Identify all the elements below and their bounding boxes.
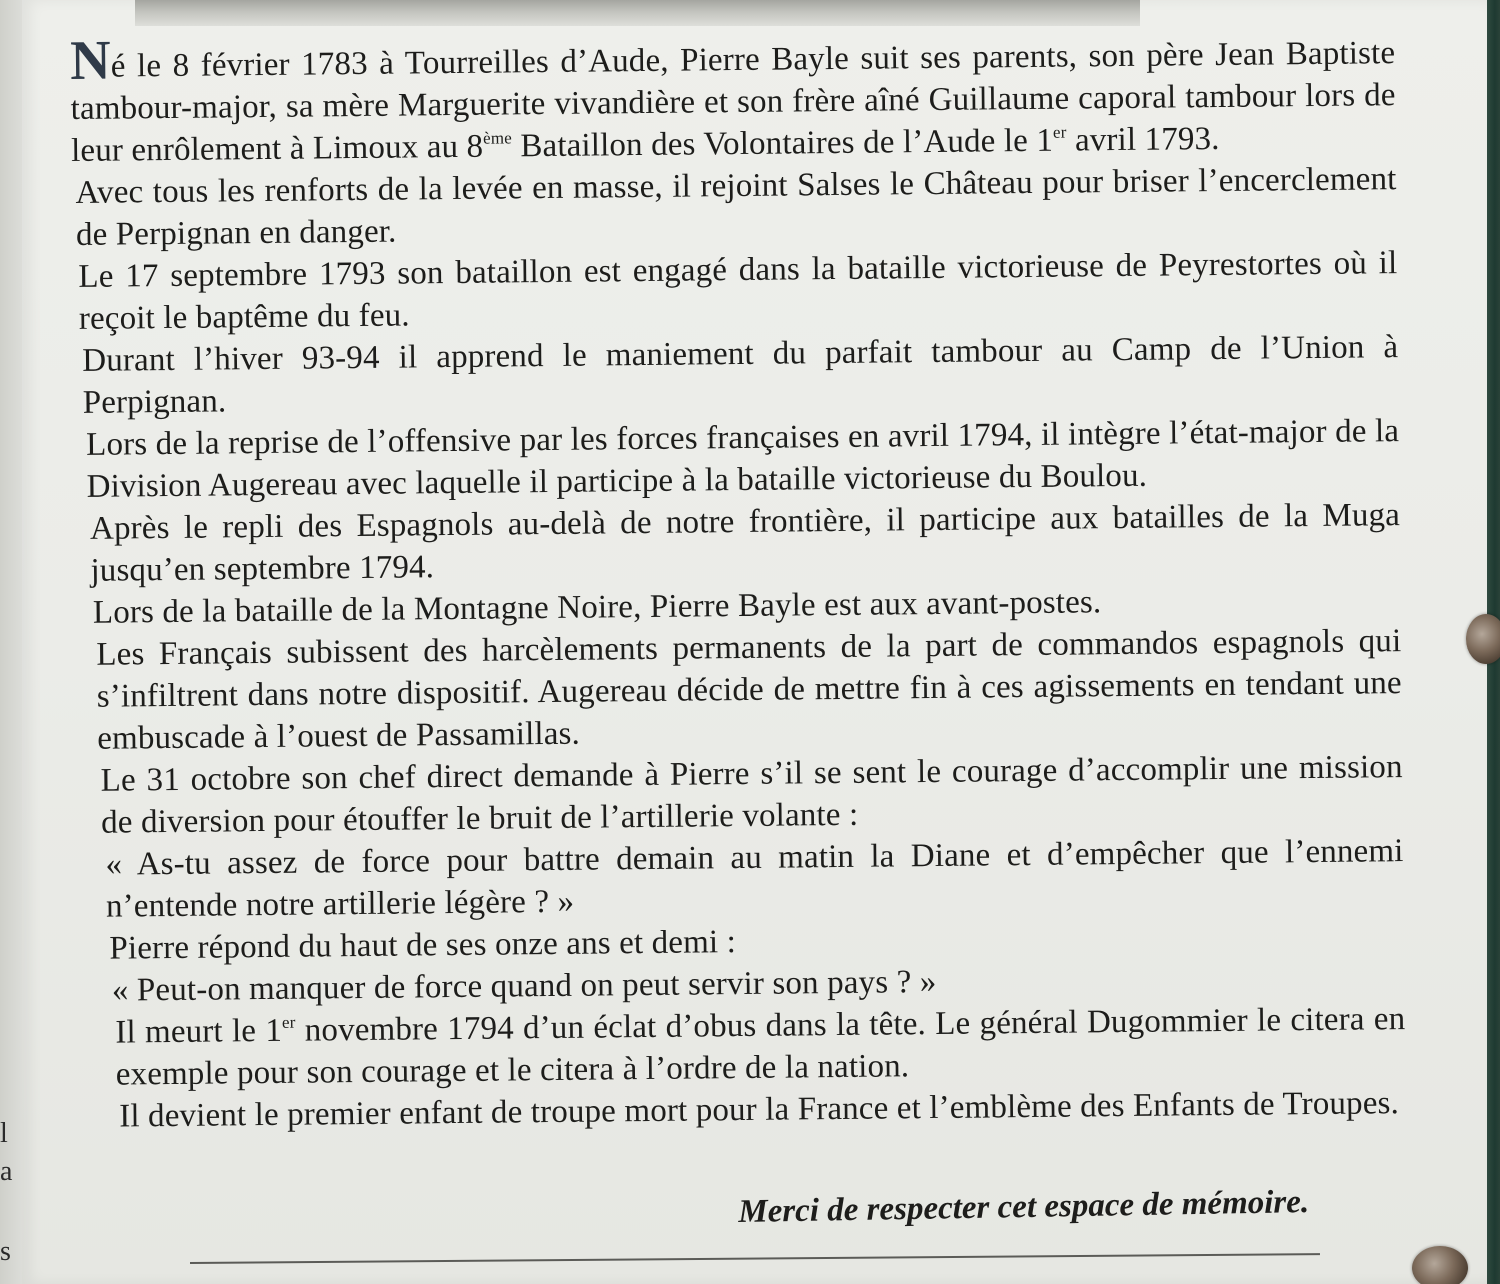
paragraph-birth: Né le 8 février 1783 à Tourreilles d’Aude, Pierre Bayle suit ses parents, son père Jean Baptiste tambour-major, sa mère Marguerite vivandière et son frère aîné Guillaume caporal tambour lors de leur enrôlement à Limoux au 8ème Bataillon des Volontaires de l’Aude le 1er avril 1793. [69, 29, 1396, 169]
screw-icon [1466, 614, 1500, 664]
screw-icon [1412, 1246, 1468, 1284]
paragraph: Il devient le premier enfant de troupe mort pour la France et l’emblème des Enfants de Troupes. [119, 1085, 1400, 1135]
left-panel-edge [0, 0, 24, 1284]
footer-note: Merci de respecter cet espace de mémoire. [738, 1184, 1310, 1230]
paragraph: Le 31 octobre son chef direct demande à Pierre s’il se sent le courage d’accomplir une mission de diversion pour étouffer le bruit de l’artillerie volante : [100, 749, 1403, 841]
top-image-strip [135, 0, 1140, 26]
paragraph: Durant l’hiver 93-94 il apprend le maniement du parfait tambour au Camp de l’Union à Perpignan. [82, 329, 1399, 421]
paragraph: Avec tous les renforts de la levée en masse, il rejoint Salses le Château pour briser l’encerclement de Perpignan en danger. [75, 161, 1397, 253]
quote: « Peut-on manquer de force quand on peut servir son pays ? » [111, 963, 937, 1009]
panel-text [69, 29, 1406, 1138]
drop-cap: N [69, 29, 112, 92]
edge-fragment: l [0, 1118, 8, 1149]
paragraph-death: Il meurt le 1er novembre 1794 d’un éclat d’obus dans la tête. Le général Dugommier le citera en exemple pour son courage et le citera à l’ordre de la nation. [115, 1001, 1406, 1093]
paragraph: Lors de la reprise de l’offensive par les forces françaises en avril 1794, il intègre l’état-major de la Division Augereau avec laquelle il participe à la bataille victorieuse du Boulou. [85, 413, 1400, 505]
quote: « As-tu assez de force pour battre demain au matin la Diane et d’empêcher que l’ennemi n’entende notre artillerie légère ? » [105, 833, 1404, 925]
paragraph: Les Français subissent des harcèlements permanents de la part de commandos espagnols qui s’infiltrent dans notre dispositif. Augereau décide de mettre fin à ces agissements en tendant une embuscade à l’ouest de Passamillas. [96, 623, 1402, 757]
paragraph: Après le repli des Espagnols au-delà de notre frontière, il participe aux batailles de la Muga jusqu’en septembre 1794. [89, 497, 1401, 589]
paragraph: Lors de la bataille de la Montagne Noire, Pierre Bayle est aux avant-postes. [92, 584, 1102, 631]
paragraph: Pierre répond du haut de ses onze ans et demi : [109, 924, 737, 967]
edge-fragment: a [0, 1156, 13, 1187]
paragraph: Le 17 septembre 1793 son bataillon est engagé dans la bataille victorieuse de Peyrestortes où il reçoit le baptême du feu. [78, 245, 1398, 337]
edge-fragment: s [0, 1236, 11, 1267]
